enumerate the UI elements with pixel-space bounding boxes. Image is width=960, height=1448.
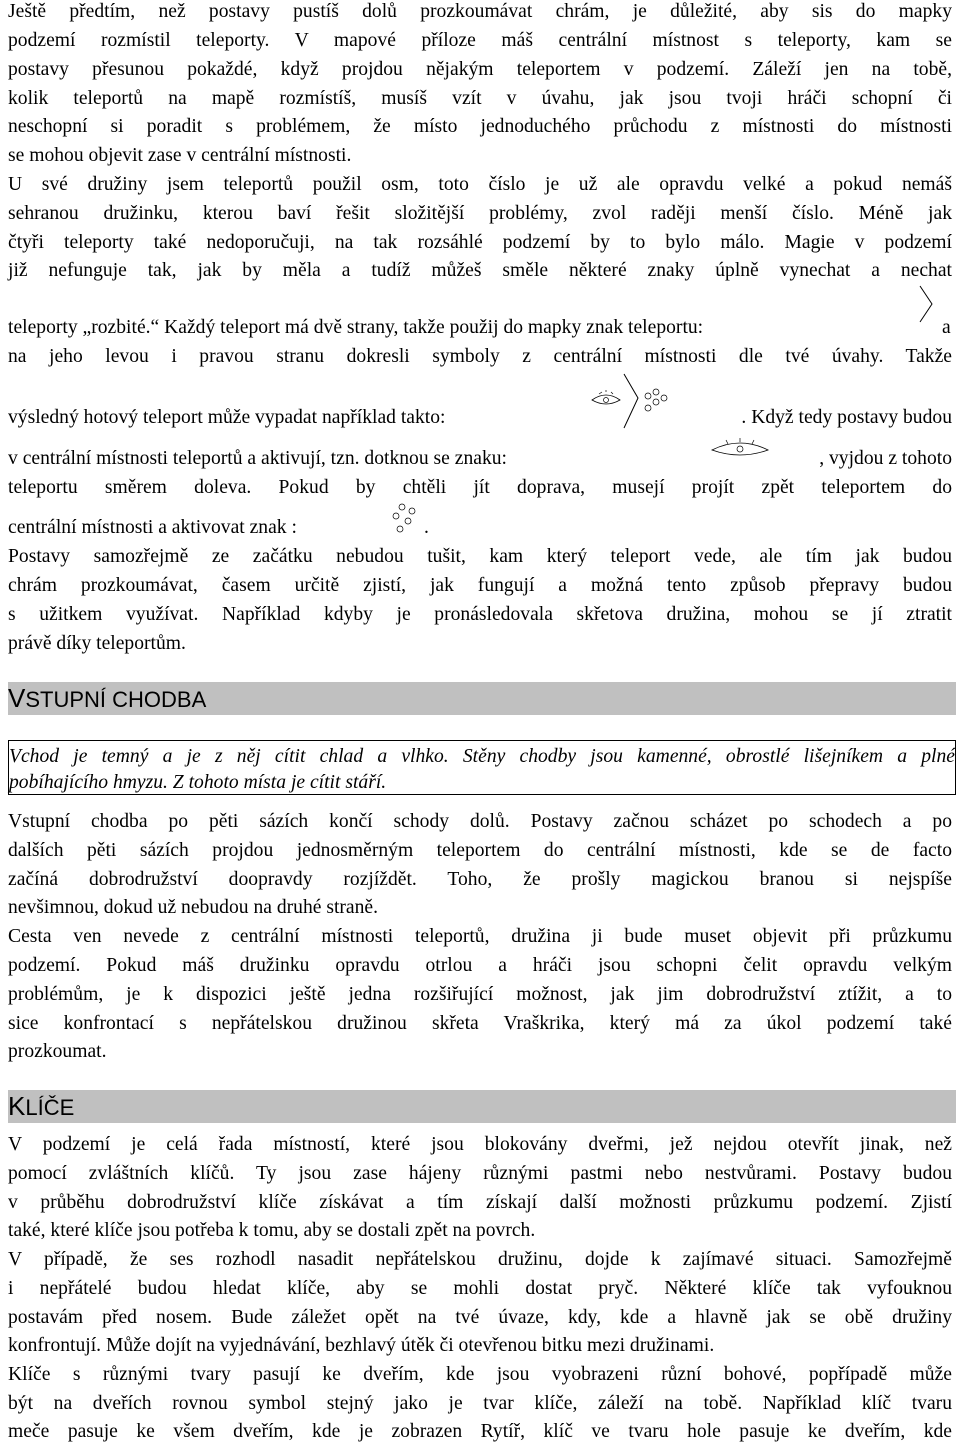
intro-line-4: kolik teleportů na mapě rozmístíš, musíš vzít v úvahu, jak jsou tvoji hráči schopní či: [8, 88, 952, 109]
section2-line-8: konfrontují. Může dojít na vyjednávání, bezhlavý útěk či otevřenou bitku mezi družinami.: [8, 1335, 715, 1356]
intro-line-teleportu: teleportu směrem doleva. Pokud by chtěli jít doprava, musejí projít zpět teleportem do: [8, 477, 952, 498]
section2-line-7: postavám před nosem. Bude záležet opět na tvé úvaze, kdy, kde a hlavně jak se obě družiny: [8, 1307, 952, 1328]
intro-line-7: U své družiny jsem teleportů použil osm, toto číslo je už ale opravdu velké a pokud nemáš: [8, 174, 952, 195]
section1-line-6: podzemí. Pokud máš družinku opravdu otrlou a hráči jsou schopni čelit opravdu velkým: [8, 955, 952, 976]
intro-line-2: podzemí rozmístil teleporty. V mapové příloze máš centrální místnost s teleporty, kam se: [8, 30, 952, 51]
intro-line-jeho: na jeho levou i pravou stranu dokresli symboly z centrální místnosti dle tvé úvahy. Takže: [8, 346, 952, 367]
intro-line-aktivovat: centrální místnosti a aktivovat znak :: [8, 517, 297, 538]
section-heading-rest: STUPNÍ CHODBA: [25, 687, 207, 712]
eye-symbol-icon: [708, 438, 772, 460]
example-teleport-icon: [590, 372, 672, 432]
section2-line-6: i nepřátelé budou hledat klíče, aby se mohli dostat pryč. Některé klíče tak vyfouknou: [8, 1278, 952, 1299]
section-heading-vstupni-chodba: [8, 682, 956, 715]
section-heading-klice: [8, 1090, 956, 1123]
section1-line-3: začíná dobrodružství doopravdy rozjíždět. Toho, že prošly magickou branou si nejspíše: [8, 869, 952, 890]
intro-line-centralni: v centrální místnosti teleportů a aktivují, tzn. dotknou se znaku:: [8, 448, 507, 469]
section-heading-rest: LÍČE: [25, 1095, 75, 1120]
intro-line-1: Ještě předtím, než postavy pustíš dolů prozkoumávat chrám, je důležité, aby sis do mapky: [8, 1, 952, 22]
section1-line-7: problémům, je k dispozici ještě jedna rozšiřující možnost, jak jim dobrodružství ztížit, a to: [8, 984, 952, 1005]
intro-line-6: se mohou objevit zase v centrální místnosti.: [8, 145, 352, 166]
dots-cluster-icon: [388, 501, 424, 537]
intro-line-8: sehranou družinku, kterou baví řešit složitější problémy, zvol raději menší číslo. Méně jak: [8, 203, 952, 224]
section2-line-4: také, které klíče jsou potřeba k tomu, aby se dostali zpět na povrch.: [8, 1220, 536, 1241]
section2-line-10: být na dveřích rovnou symbol stejný jako je tvar klíče, záleží na tobě. Například klíč tvaru: [8, 1393, 952, 1414]
description-line-1: Vchod je temný a je z něj cítit chlad a vlhko. Stěny chodby jsou kamenné, obrostlé lišejníkem a plné: [9, 746, 955, 767]
section1-line-4: nevšimnou, dokud už nebudou na druhé straně.: [8, 897, 379, 918]
section2-line-3: v průběhu dobrodružství klíče získávat a tím získají další možnosti průzkumu podzemí. Zjistí: [8, 1192, 952, 1213]
intro-line-10: již nefunguje tak, jak by měla a tudíž můžeš směle některé znaky úplně vynechat a nechat: [8, 260, 952, 281]
section2-line-5: V případě, že ses rozhodl nasadit nepřátelskou družinu, dojde k zajímavé situaci. Samozřejmě: [8, 1249, 952, 1270]
intro-line-9: čtyři teleporty také nedoporučuji, na tak rozsáhlé podzemí by to bylo málo. Magie v podzemí: [8, 232, 952, 253]
intro-line-teleport: [8, 316, 908, 340]
teleporty-text: teleporty „rozbité.“ Každý teleport má dvě strany, takže použij do mapky znak teleportu:: [8, 317, 704, 338]
description-line-2: pobíhajícího hmyzu. Z tohoto místa je cítit stáří.: [9, 772, 387, 793]
section1-line-9: prozkoumat.: [8, 1041, 107, 1062]
section1-line-2: dalších pěti sázích projdou jednosměrným teleportem do centrální místnosti, kde se de facto: [8, 840, 952, 861]
description-box: [8, 740, 956, 795]
intro-line-5: neschopní si poradit s problémem, že místo jednoduchého průchodu z místnosti do místnosti: [8, 116, 952, 137]
section1-line-1: Vstupní chodba po pěti sázích končí schody dolů. Postavy začnou scházet po schodech a po: [8, 811, 952, 832]
teleport-zigzag-icon: [916, 284, 938, 324]
section-heading-initial: K: [8, 1091, 26, 1121]
section1-line-8: sice konfrontací s nepřátelskou družinou skřeta Vraškrika, který má za úkol podzemí také: [8, 1013, 952, 1034]
section2-line-11: meče pasuje ke všem dveřím, kde je zobrazen Rytíř, klíč ve tvaru hole pasuje ke dveřím, kde: [8, 1421, 952, 1442]
section2-line-2: pomocí zvláštních klíčů. Ty jsou zase hájeny různými pastmi nebo nestvůrami. Postavy budou: [8, 1163, 952, 1184]
intro-line-aktivovat-end: .: [424, 517, 429, 538]
section1-line-5: Cesta ven nevede z centrální místnosti teleportů, družina ji bude muset objevit při průzkumu: [8, 926, 952, 947]
intro-line-centralni-end: , vyjdou z tohoto: [819, 448, 952, 469]
intro2-line-2: chrám prozkoumávat, časem určitě zjistí, jak fungují a možná tento způsob přepravy budou: [8, 575, 952, 596]
intro-line-vysledny: výsledný hotový teleport může vypadat například takto:: [8, 407, 446, 428]
intro2-line-4: právě díky teleportům.: [8, 633, 186, 654]
intro-line-teleport-a: a: [942, 317, 951, 338]
section-heading-initial: V: [8, 683, 26, 713]
intro2-line-3: s užitkem využívat. Například kdyby je pronásledovala skřetova družina, mohou se jí ztratit: [8, 604, 952, 625]
section2-line-1: V podzemí je celá řada místností, které jsou blokovány dveřmi, jež nejdou otevřít jinak, než: [8, 1134, 952, 1155]
intro2-line-1: Postavy samozřejmě ze začátku nebudou tušit, kam který teleport vede, ale tím jak budou: [8, 546, 952, 567]
intro-line-3: postavy přesunou pokaždé, když projdou nějakým teleportem v podzemí. Záleží jen na tobě,: [8, 59, 952, 80]
intro-line-vysledny-end: . Když tedy postavy budou: [741, 407, 952, 428]
section2-line-9: Klíče s různými tvary pasují ke dveřím, kde jsou vyobrazeni různí bohové, popřípadě může: [8, 1364, 952, 1385]
